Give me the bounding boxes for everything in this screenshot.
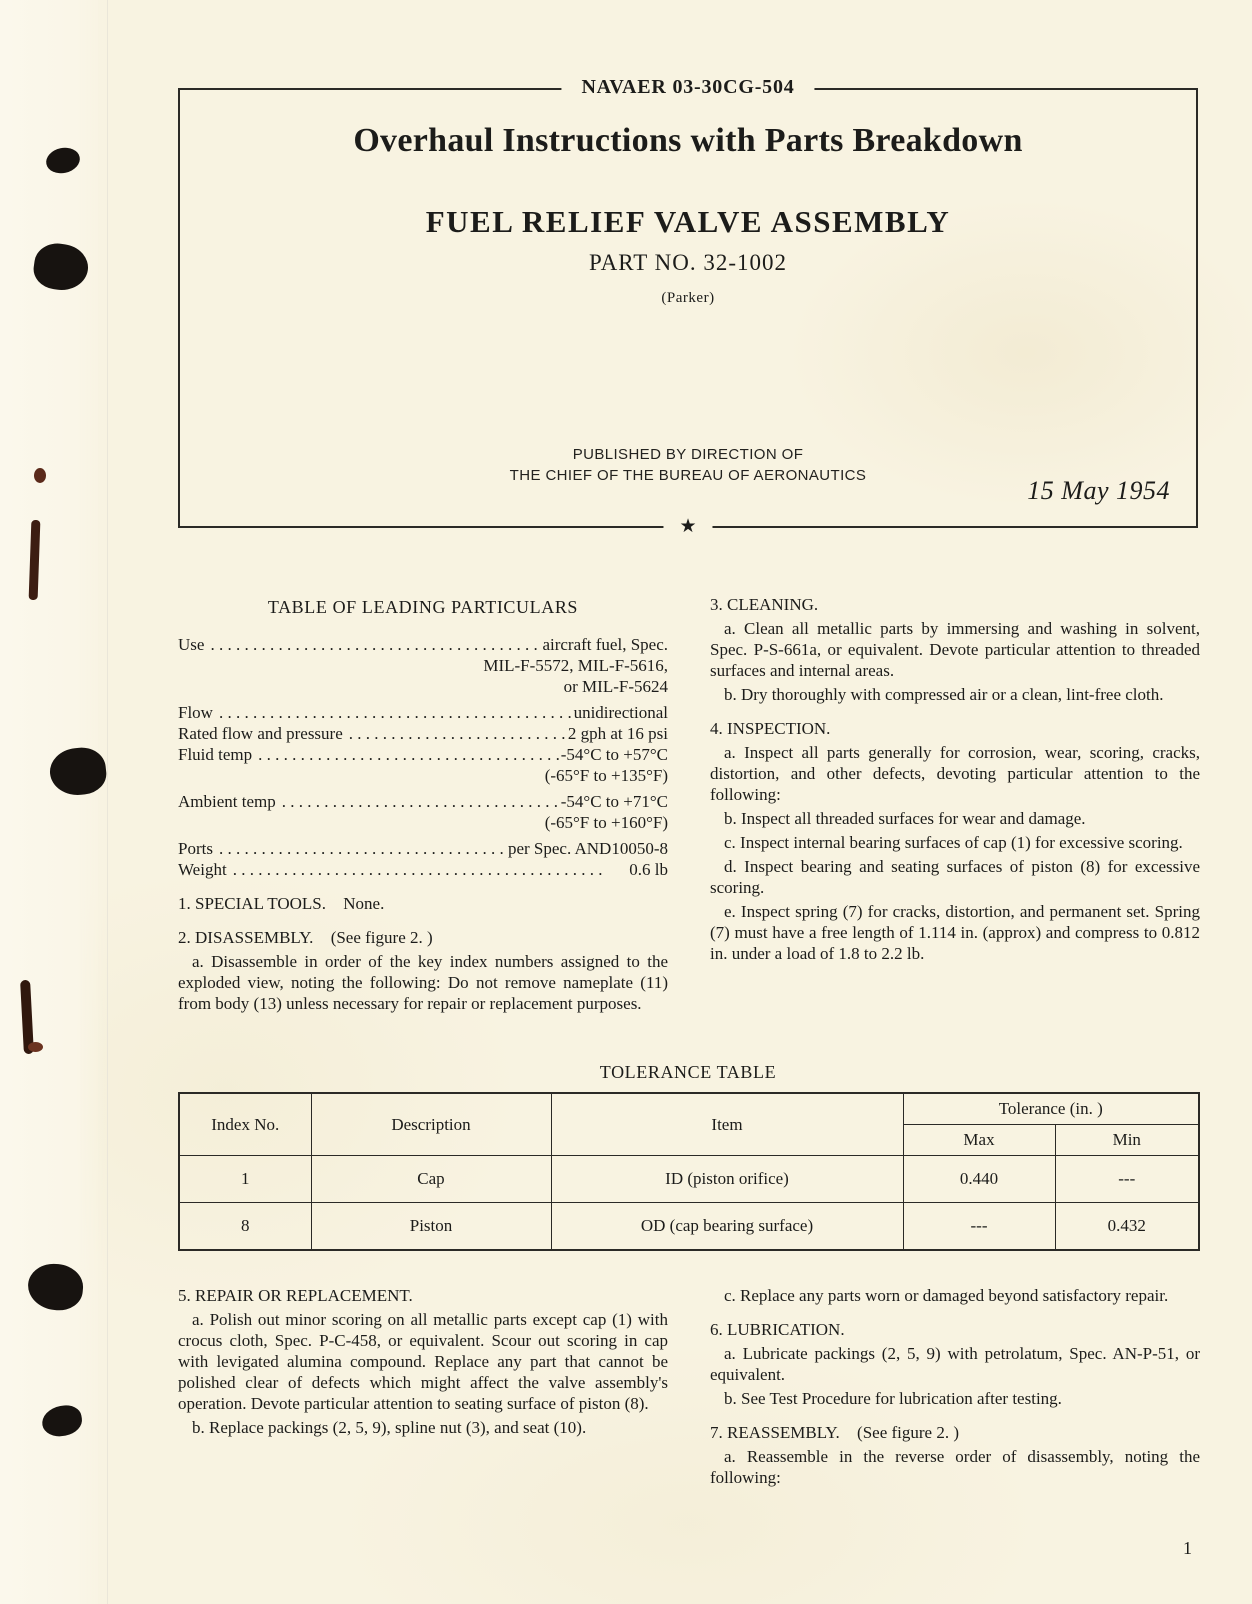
particular-row-ports xyxy=(178,838,668,859)
right-column-top xyxy=(710,594,1200,967)
section-heading-inspection xyxy=(710,718,1200,739)
section-heading-repair xyxy=(178,1285,668,1306)
publisher-line-1: PUBLISHED BY DIRECTION OF xyxy=(572,446,804,463)
paragraph: b. Replace packings (2, 5, 9), spline nut (3), and seat (10). xyxy=(192,1418,587,1437)
paragraph: c. Inspect internal bearing surfaces of cap (1) for excessive scoring. xyxy=(724,833,1183,852)
paragraph: b. Dry thoroughly with compressed air or a clean, lint-free cloth. xyxy=(724,685,1164,704)
dot-leader xyxy=(204,634,542,655)
particular-continuation: MIL-F-5572, MIL-F-5616, xyxy=(483,656,668,675)
particular-value: 2 gph at 16 psi xyxy=(567,724,668,743)
particular-row-fluid-temp xyxy=(178,744,668,765)
table-row xyxy=(179,1203,1199,1251)
cell-index: 1 xyxy=(179,1156,311,1203)
particular-label: Rated flow and pressure xyxy=(178,724,343,743)
paragraph: e. Inspect spring (7) for cracks, distortion, and permanent set. Spring (7) must have a free length of 1.114 in. (approx) and compress to 0.812 in. under a load of 1.8 to 2.2 lb. xyxy=(710,902,1200,963)
paragraph: c. Replace any parts worn or damaged beyond satisfactory repair. xyxy=(724,1286,1169,1305)
doc-title: Overhaul Instructions with Parts Breakdown xyxy=(353,122,1023,159)
section-title: 4. INSPECTION. xyxy=(710,719,831,738)
paragraph: b. Inspect all threaded surfaces for wear and damage. xyxy=(724,809,1086,828)
col-header-max: Max xyxy=(903,1125,1055,1156)
dot-leader xyxy=(276,791,561,812)
particular-label: Weight xyxy=(178,860,227,879)
dot-leader xyxy=(213,838,508,859)
cell-min: --- xyxy=(1055,1156,1199,1203)
section-title: 2. DISASSEMBLY. xyxy=(178,928,314,947)
cell-max: 0.440 xyxy=(903,1156,1055,1203)
paragraph: d. Inspect bearing and seating surfaces of piston (8) for excessive scoring. xyxy=(710,857,1200,897)
particular-continuation: (-65°F to +160°F) xyxy=(544,813,668,832)
cell-description: Cap xyxy=(311,1156,551,1203)
title-block xyxy=(178,76,1198,537)
particular-label: Fluid temp xyxy=(178,745,253,764)
table-header-row xyxy=(179,1093,1199,1125)
dot-leader xyxy=(343,723,568,744)
particular-continuation: (-65°F to +135°F) xyxy=(544,766,668,785)
particulars-title: TABLE OF LEADING PARTICULARS xyxy=(267,597,579,617)
particular-row-rated-flow xyxy=(178,723,668,744)
section-heading-lubrication xyxy=(710,1319,1200,1340)
section-heading-disassembly xyxy=(178,927,668,948)
col-header-tolerance: Tolerance (in. ) xyxy=(903,1093,1199,1125)
particular-label: Ambient temp xyxy=(178,792,276,811)
cell-min: 0.432 xyxy=(1055,1203,1199,1251)
col-header-index: Index No. xyxy=(179,1093,311,1156)
section-heading-reassembly xyxy=(710,1422,1200,1443)
doc-number: NAVAER 03-30CG-504 xyxy=(561,76,814,99)
particular-label: Flow xyxy=(178,703,213,722)
assembly-title: FUEL RELIEF VALVE ASSEMBLY xyxy=(425,204,951,239)
ink-stain xyxy=(34,468,46,483)
section-title: 3. CLEANING. xyxy=(710,595,819,614)
dot-leader xyxy=(252,744,561,765)
particular-value: -54°C to +57°C xyxy=(560,745,668,764)
left-column-bottom xyxy=(178,1285,668,1441)
paragraph: a. Clean all metallic parts by immersing and washing in solvent, Spec. P-S-661a, or equivalent. Devote particular attention to threaded surfaces and internal areas. xyxy=(710,619,1200,680)
particular-row-ambient-temp xyxy=(178,791,668,812)
particular-value: aircraft fuel, Spec. xyxy=(542,635,668,654)
page-binding-edge xyxy=(0,0,108,1604)
publication-date: 15 May 1954 xyxy=(1027,476,1170,505)
particular-value: unidirectional xyxy=(573,703,668,722)
paragraph: a. Reassemble in the reverse order of disassembly, noting the following: xyxy=(710,1447,1200,1487)
cell-max: --- xyxy=(903,1203,1055,1251)
particular-label: Ports xyxy=(178,839,213,858)
particular-row-flow xyxy=(178,702,668,723)
particular-value: per Spec. AND10050-8 xyxy=(507,839,668,858)
part-number: PART NO. 32-1002 xyxy=(588,250,787,275)
paragraph: a. Lubricate packings (2, 5, 9) with petrolatum, Spec. AN-P-51, or equivalent. xyxy=(710,1344,1200,1384)
right-column-bottom xyxy=(710,1285,1200,1491)
particular-value: -54°C to +71°C xyxy=(560,792,668,811)
particular-value: 0.6 lb xyxy=(629,860,668,879)
cell-index: 8 xyxy=(179,1203,311,1251)
paragraph: a. Inspect all parts generally for corrosion, wear, scoring, cracks, distortion, and other defects, devoting particular attention to the following: xyxy=(710,743,1200,804)
tolerance-table-title: TOLERANCE TABLE xyxy=(599,1062,777,1082)
dot-leader xyxy=(227,859,630,880)
col-header-min: Min xyxy=(1055,1125,1199,1156)
ink-stain xyxy=(28,1042,43,1052)
section-heading-special-tools xyxy=(178,893,668,914)
tolerance-table xyxy=(178,1092,1200,1251)
manufacturer: (Parker) xyxy=(661,290,715,306)
section-inline-text: (See figure 2. ) xyxy=(330,928,433,947)
particular-continuation: or MIL-F-5624 xyxy=(563,677,668,696)
page-number: 1 xyxy=(1183,1538,1192,1558)
col-header-description: Description xyxy=(311,1093,551,1156)
particular-label: Use xyxy=(178,635,205,654)
paragraph: a. Disassemble in order of the key index numbers assigned to the exploded view, noting the following: Do not remove nameplate (11) from body (13) unless necessary for repair or replacement purposes. xyxy=(178,952,668,1013)
section-inline-text: None. xyxy=(343,894,385,913)
left-column-top xyxy=(178,597,668,1017)
particular-row-weight xyxy=(178,859,668,880)
paragraph: a. Polish out minor scoring on all metallic parts except cap (1) with crocus cloth, Spec. P-C-458, or equivalent. Scour out scoring in cap with levigated alumina compound. Replace any part that cannot be polished clear of defects which might affect the valve assembly's operation. Devote particular attention to seating surface of piston (8). xyxy=(178,1310,668,1413)
particular-row-use xyxy=(178,634,668,655)
cell-item: ID (piston orifice) xyxy=(551,1156,903,1203)
section-heading-cleaning xyxy=(710,594,1200,615)
dot-leader xyxy=(213,702,574,723)
star-icon: ★ xyxy=(663,515,712,539)
section-title: 6. LUBRICATION. xyxy=(710,1320,845,1339)
section-title: 7. REASSEMBLY. xyxy=(710,1423,840,1442)
paragraph: b. See Test Procedure for lubrication after testing. xyxy=(724,1389,1062,1408)
col-header-item: Item xyxy=(551,1093,903,1156)
cell-item: OD (cap bearing surface) xyxy=(551,1203,903,1251)
section-title: 5. REPAIR OR REPLACEMENT. xyxy=(178,1286,413,1305)
cell-description: Piston xyxy=(311,1203,551,1251)
table-row xyxy=(179,1156,1199,1203)
publisher-line-2: THE CHIEF OF THE BUREAU OF AERONAUTICS xyxy=(509,467,867,484)
section-inline-text: (See figure 2. ) xyxy=(857,1423,959,1442)
section-title: 1. SPECIAL TOOLS. xyxy=(178,894,326,913)
